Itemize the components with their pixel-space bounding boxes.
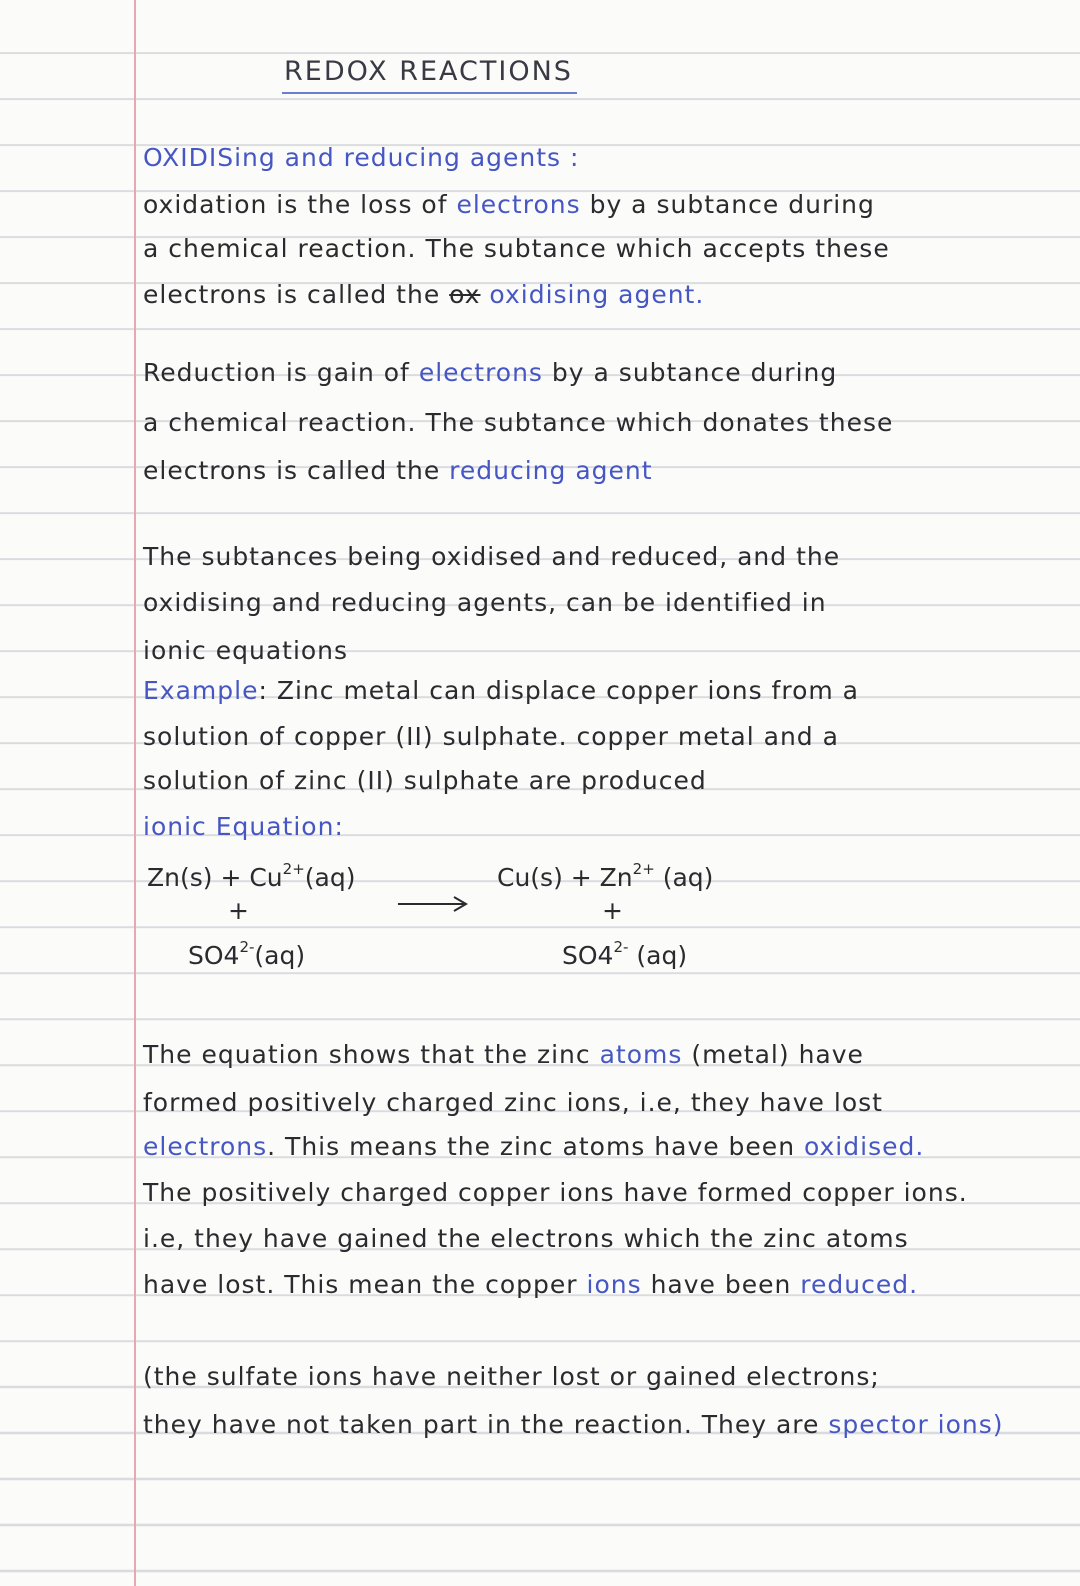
equation-right-plus: + xyxy=(602,896,623,925)
explanation-line-1: The equation shows that the zinc atoms (metal) have xyxy=(143,1040,864,1069)
sulfate-note-line-1: (the sulfate ions have neither lost or gained electrons; xyxy=(143,1362,880,1391)
sulfate-note-line-2: they have not taken part in the reaction. They are spector ions) xyxy=(143,1410,1004,1439)
margin-line xyxy=(134,0,136,1586)
equation-right-bottom: $SO4^{2-}$ (aq) xyxy=(562,938,688,970)
ionic-equation-label: ionic Equation: xyxy=(143,812,344,841)
oxidation-line-3: electrons is called the ox oxidising agent. xyxy=(143,280,705,309)
oxidation-line-2: a chemical reaction. The subtance which accepts these xyxy=(143,234,890,263)
reduction-line-2: a chemical reaction. The subtance which donates these xyxy=(143,408,894,437)
explanation-line-2: formed positively charged zinc ions, i.e, they have lost xyxy=(143,1088,883,1117)
oxidation-line-1: oxidation is the loss of electrons by a subtance during xyxy=(143,190,875,219)
example-line-1: Example: Zinc metal can displace copper ions from a xyxy=(143,676,859,705)
equation-left-plus: + xyxy=(228,896,249,925)
reduction-line-1: Reduction is gain of electrons by a subtance during xyxy=(143,358,838,387)
reduction-line-3: electrons is called the reducing agent xyxy=(143,456,653,485)
example-line-2: solution of copper (II) sulphate. copper metal and a xyxy=(143,722,839,751)
heading-oxidising-reducing-agents: OXIDISing and reducing agents : xyxy=(143,143,580,172)
explanation-line-3: electrons. This means the zinc atoms have been oxidised. xyxy=(143,1132,925,1161)
explanation-line-4: The positively charged copper ions have formed copper ions. xyxy=(143,1178,968,1207)
identify-line-1: The subtances being oxidised and reduced, and the xyxy=(143,542,841,571)
explanation-line-6: have lost. This mean the copper ions have been reduced. xyxy=(143,1270,919,1299)
reaction-arrow-icon xyxy=(398,896,468,912)
identify-line-3: ionic equations xyxy=(143,636,349,665)
identify-line-2: oxidising and reducing agents, can be identified in xyxy=(143,588,827,617)
equation-left-top: $Zn(s) + Cu^{2+}(aq)$ xyxy=(147,860,356,892)
equation-left-bottom: $SO4^{2-}(aq)$ xyxy=(188,938,306,970)
equation-right-top: $Cu(s) + Zn^{2+}$ (aq) xyxy=(497,860,714,892)
title-underline xyxy=(282,92,577,94)
page-title: REDOX REACTIONS xyxy=(284,56,573,87)
explanation-line-5: i.e, they have gained the electrons which the zinc atoms xyxy=(143,1224,909,1253)
example-line-3: solution of zinc (II) sulphate are produced xyxy=(143,766,707,795)
